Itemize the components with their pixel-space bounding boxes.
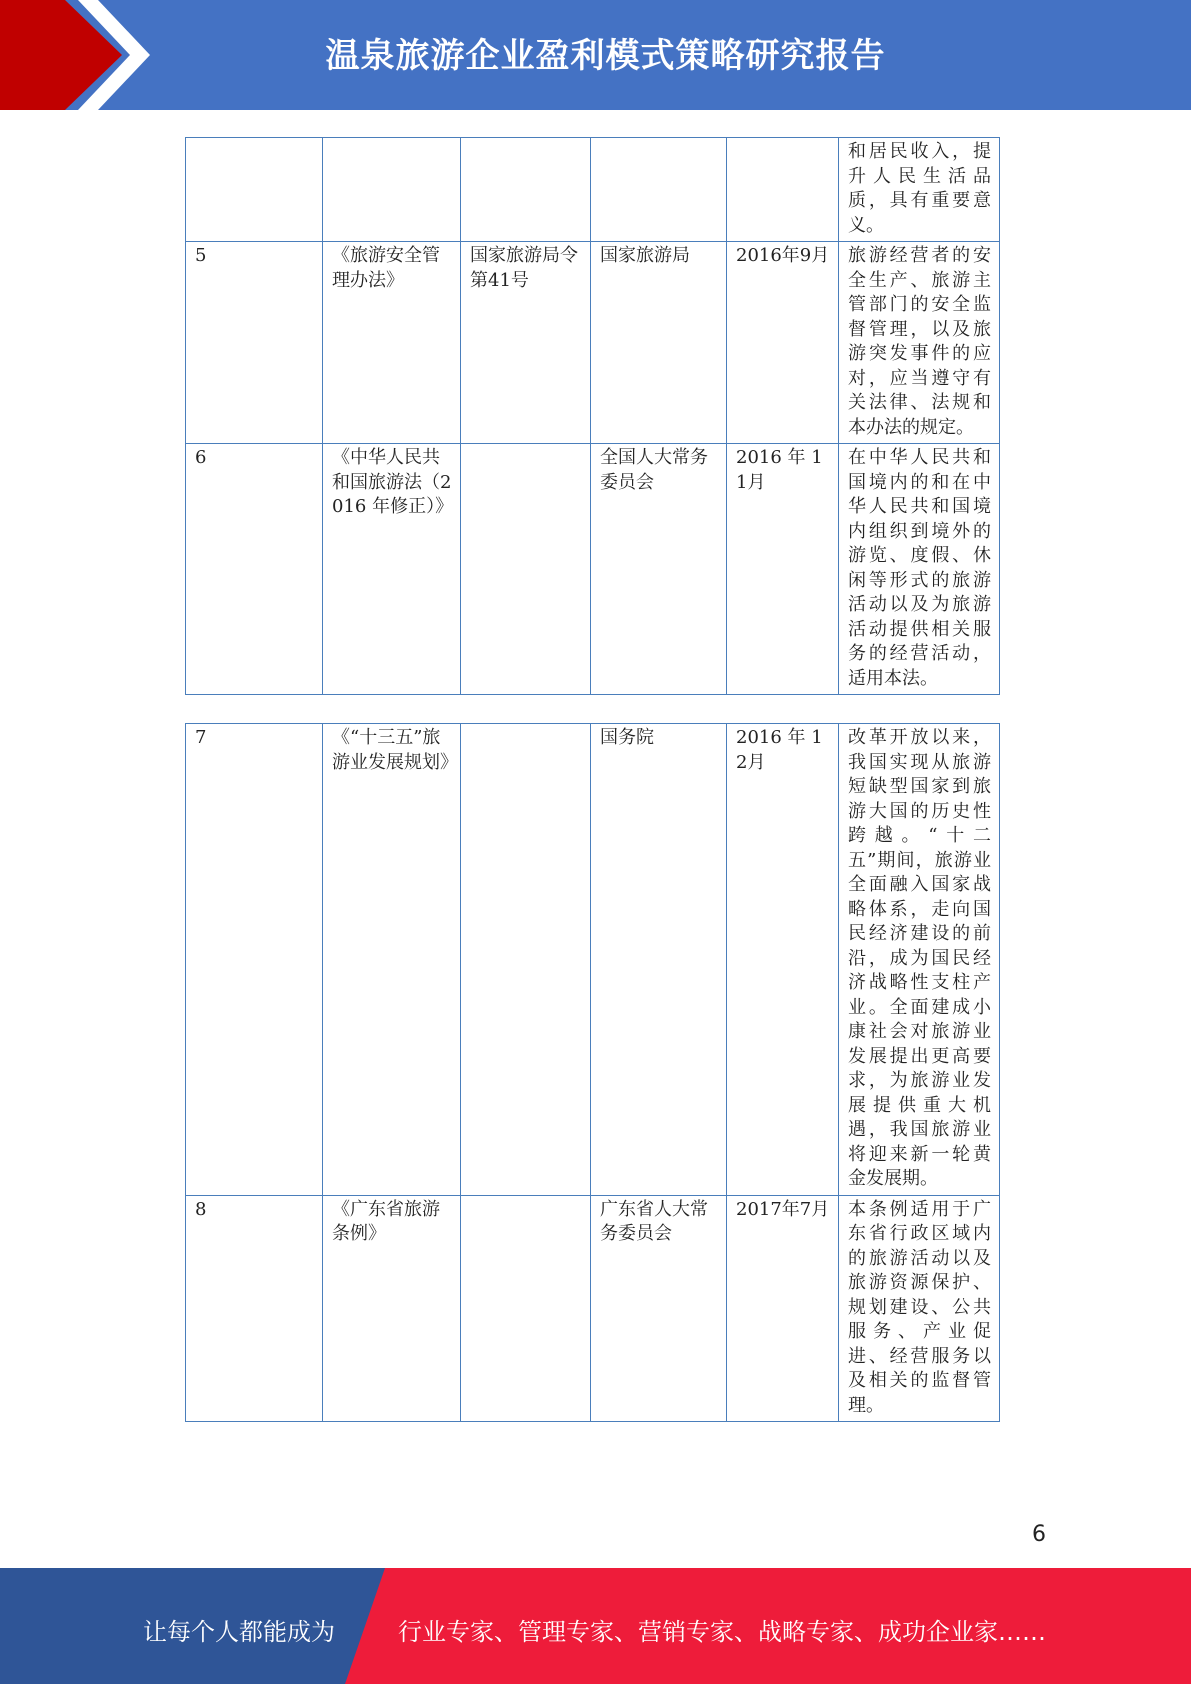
issuer-cell (591, 138, 727, 242)
content-cell: 在中华人民共和国境内的和在中华人民共和国境内组织到境外的游览、度假、休闲等形式的旅游活动以及为旅游活动提供相关服务的经营活动，适用本法。 (839, 444, 1000, 695)
row-number-cell (186, 138, 323, 242)
policy-name-cell: 《“十三五”旅游业发展规划》 (323, 724, 461, 1196)
page-header (0, 0, 1191, 110)
content-cell: 改革开放以来，我国实现从旅游短缺型国家到旅游大国的历史性跨越。“十二五”期间，旅游业全面融入国家战略体系，走向国民经济建设的前沿，成为国民经济战略性支柱产业。全面建成小康社会对旅游业发展提出更高要求，为旅游业发展提供重大机遇，我国旅游业将迎来新一轮黄金发展期。 (839, 724, 1000, 1196)
date-cell: 2016年9月 (727, 242, 839, 444)
document-number-cell (461, 138, 591, 242)
report-title: 温泉旅游企业盈利模式策略研究报告 (325, 36, 886, 76)
date-cell: 2017年7月 (727, 1195, 839, 1422)
date-cell: 2016 年 12月 (727, 724, 839, 1196)
policy-name-cell (323, 138, 461, 242)
row-number-cell: 5 (186, 242, 323, 444)
content-cell: 和居民收入，提升人民生活品质，具有重要意义。 (839, 138, 1000, 242)
row-number-cell: 7 (186, 724, 323, 1196)
date-cell: 2016 年 11月 (727, 444, 839, 695)
footer-slogan-left: 让每个人都能成为 (143, 1618, 335, 1646)
table-row (186, 138, 1000, 242)
policy-name-cell: 《广东省旅游条例》 (323, 1195, 461, 1422)
issuer-cell: 国家旅游局 (591, 242, 727, 444)
page-number: 6 (1032, 1522, 1046, 1547)
policy-name-cell: 《中华人民共和国旅游法（2016 年修正）》 (323, 444, 461, 695)
table-row (186, 724, 1000, 1196)
policy-table-continued (185, 137, 1000, 695)
row-number-cell: 6 (186, 444, 323, 695)
issuer-cell: 全国人大常务委员会 (591, 444, 727, 695)
table-row (186, 242, 1000, 444)
policy-name-cell: 《旅游安全管理办法》 (323, 242, 461, 444)
page-footer (0, 1568, 1191, 1684)
issuer-cell: 广东省人大常务委员会 (591, 1195, 727, 1422)
row-number-cell: 8 (186, 1195, 323, 1422)
date-cell (727, 138, 839, 242)
policy-table (185, 723, 1000, 1422)
document-number-cell (461, 1195, 591, 1422)
document-number-cell: 国家旅游局令第41号 (461, 242, 591, 444)
content-cell: 本条例适用于广东省行政区域内的旅游活动以及旅游资源保护、规划建设、公共服务、产业促进、经营服务以及相关的监督管理。 (839, 1195, 1000, 1422)
table-row (186, 444, 1000, 695)
document-number-cell (461, 444, 591, 695)
content-cell: 旅游经营者的安全生产、旅游主管部门的安全监督管理，以及旅游突发事件的应对，应当遵守有关法律、法规和本办法的规定。 (839, 242, 1000, 444)
table-row (186, 1195, 1000, 1422)
issuer-cell: 国务院 (591, 724, 727, 1196)
document-number-cell (461, 724, 591, 1196)
footer-slogan-right: 行业专家、管理专家、营销专家、战略专家、成功企业家…… (398, 1618, 1046, 1646)
